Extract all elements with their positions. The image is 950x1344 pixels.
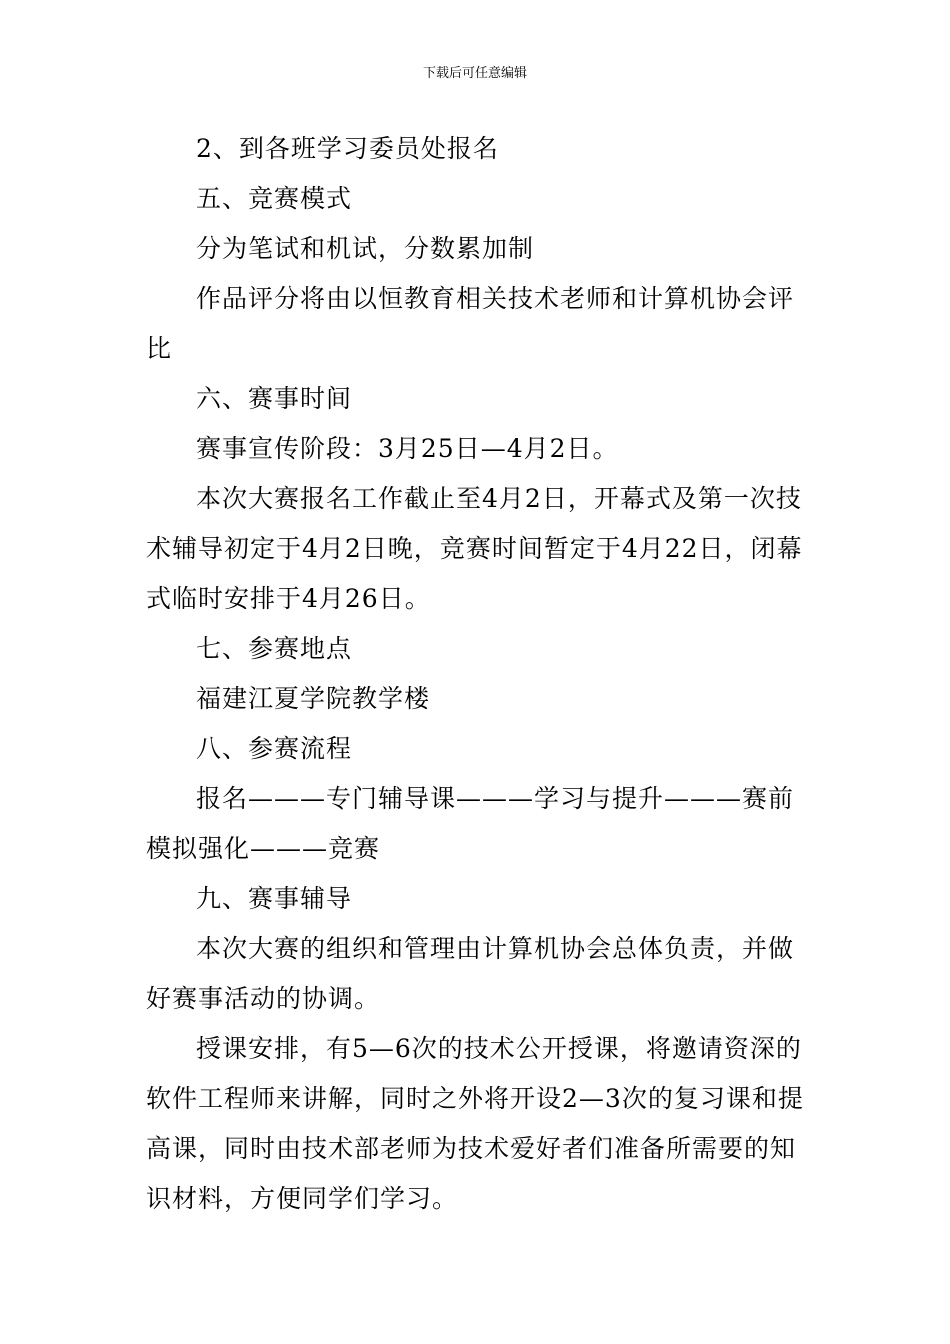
paragraph-promotion-period: 赛事宣传阶段：3月25日—4月2日。 xyxy=(196,434,619,463)
paragraph-organization: 本次大赛的组织和管理由计算机协会总体负责，并做好赛事活动的协调。 xyxy=(146,934,795,1013)
paragraph-schedule-details: 本次大赛报名工作截止至4月2日，开幕式及第一次技术辅导初定于4月2日晚，竞赛时间暂定于4月22日，闭幕式临时安排于4月26日。 xyxy=(146,484,803,613)
section-heading-competition-mode: 五、竞赛模式 xyxy=(196,184,353,213)
section-heading-venue: 七、参赛地点 xyxy=(196,634,353,663)
document-body xyxy=(146,124,810,1224)
paragraph-venue: 福建江夏学院教学楼 xyxy=(196,684,431,713)
page-header-note: 下载后可任意编辑 xyxy=(422,66,527,81)
paragraph-competition-mode: 分为笔试和机试，分数累加制 xyxy=(196,234,535,263)
paragraph-scoring: 作品评分将由以恒教育相关技术老师和计算机协会评比 xyxy=(146,284,795,363)
section-heading-coaching: 九、赛事辅导 xyxy=(196,884,353,913)
section-heading-process: 八、参赛流程 xyxy=(196,734,353,763)
paragraph-lessons: 授课安排，有5—6次的技术公开授课，将邀请资深的软件工程师来讲解，同时之外将开设2—3次的复习课和提高课，同时由技术部老师为技术爱好者们准备所需要的知识材料，方便同学们学习。 xyxy=(146,1034,804,1213)
paragraph-registration-step: 2、到各班学习委员处报名 xyxy=(196,134,499,163)
section-heading-schedule: 六、赛事时间 xyxy=(196,384,353,413)
paragraph-process: 报名———专门辅导课———学习与提升———赛前模拟强化———竞赛 xyxy=(146,784,795,863)
